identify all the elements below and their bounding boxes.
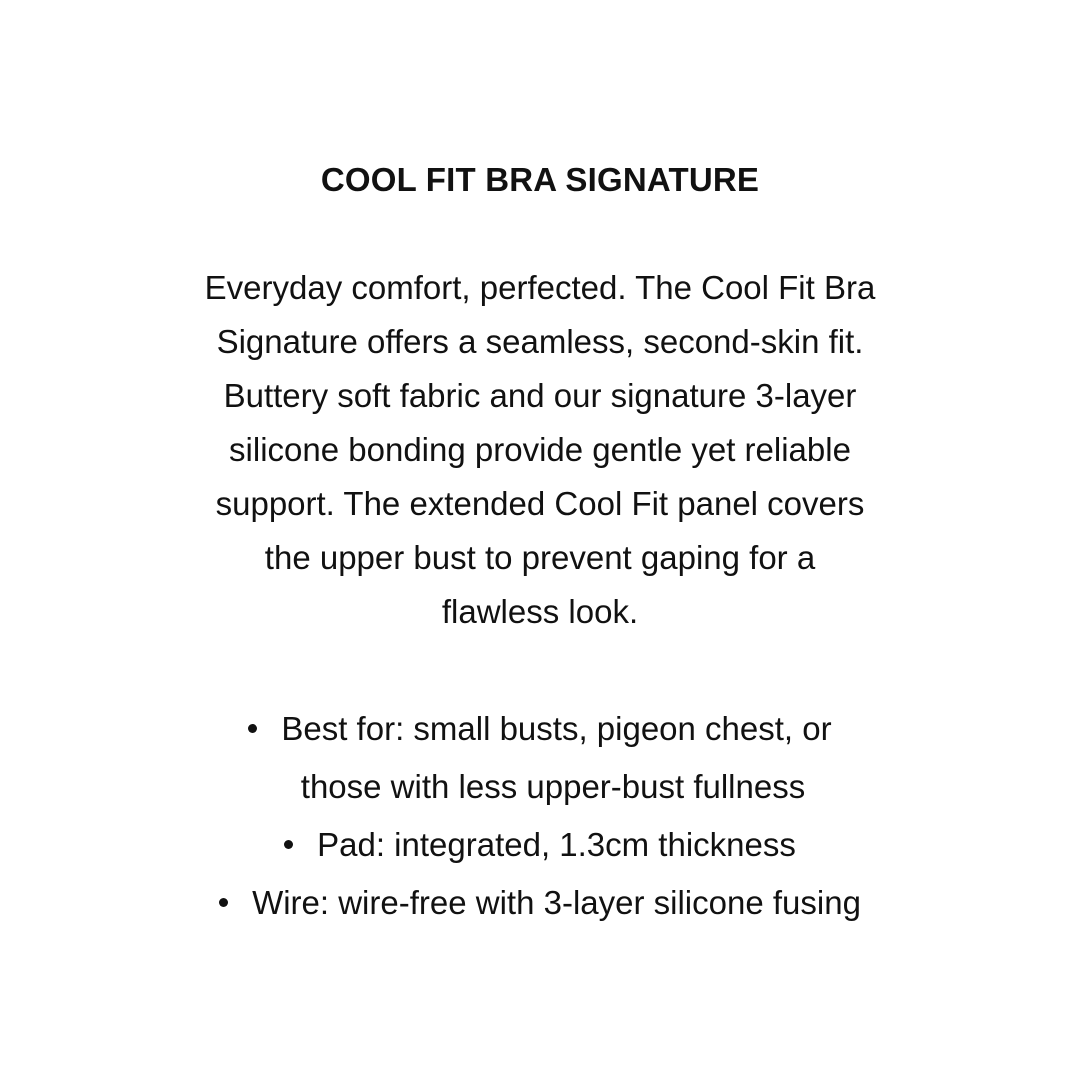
description-line: the upper bust to prevent gaping for a [264, 539, 816, 576]
feature-text: Pad: integrated, 1.3cm thickness [317, 826, 796, 863]
description-line: silicone bonding provide gentle yet reliable [229, 431, 851, 468]
feature-text: Wire: wire-free with 3-layer silicone fusing [252, 884, 861, 921]
description-line: Everyday comfort, perfected. The Cool Fit Bra [204, 269, 876, 306]
feature-item-wire [0, 874, 1080, 932]
feature-list [0, 700, 1080, 932]
feature-text: Best for: small busts, pigeon chest, or [281, 710, 832, 747]
bullet-icon [219, 898, 228, 907]
description-line: Signature offers a seamless, second-skin fit. [216, 323, 864, 360]
description-line: Buttery soft fabric and our signature 3-layer [223, 377, 857, 414]
bullet-icon [248, 724, 257, 733]
bullet-icon [284, 840, 293, 849]
product-title: COOL FIT BRA SIGNATURE [320, 161, 760, 198]
description-line: support. The extended Cool Fit panel covers [215, 485, 865, 522]
product-description [150, 261, 930, 639]
description-line: flawless look. [441, 593, 639, 630]
feature-text-continuation: those with less upper-bust fullness [300, 768, 806, 805]
feature-item-best-for [0, 700, 1080, 816]
feature-item-pad [0, 816, 1080, 874]
